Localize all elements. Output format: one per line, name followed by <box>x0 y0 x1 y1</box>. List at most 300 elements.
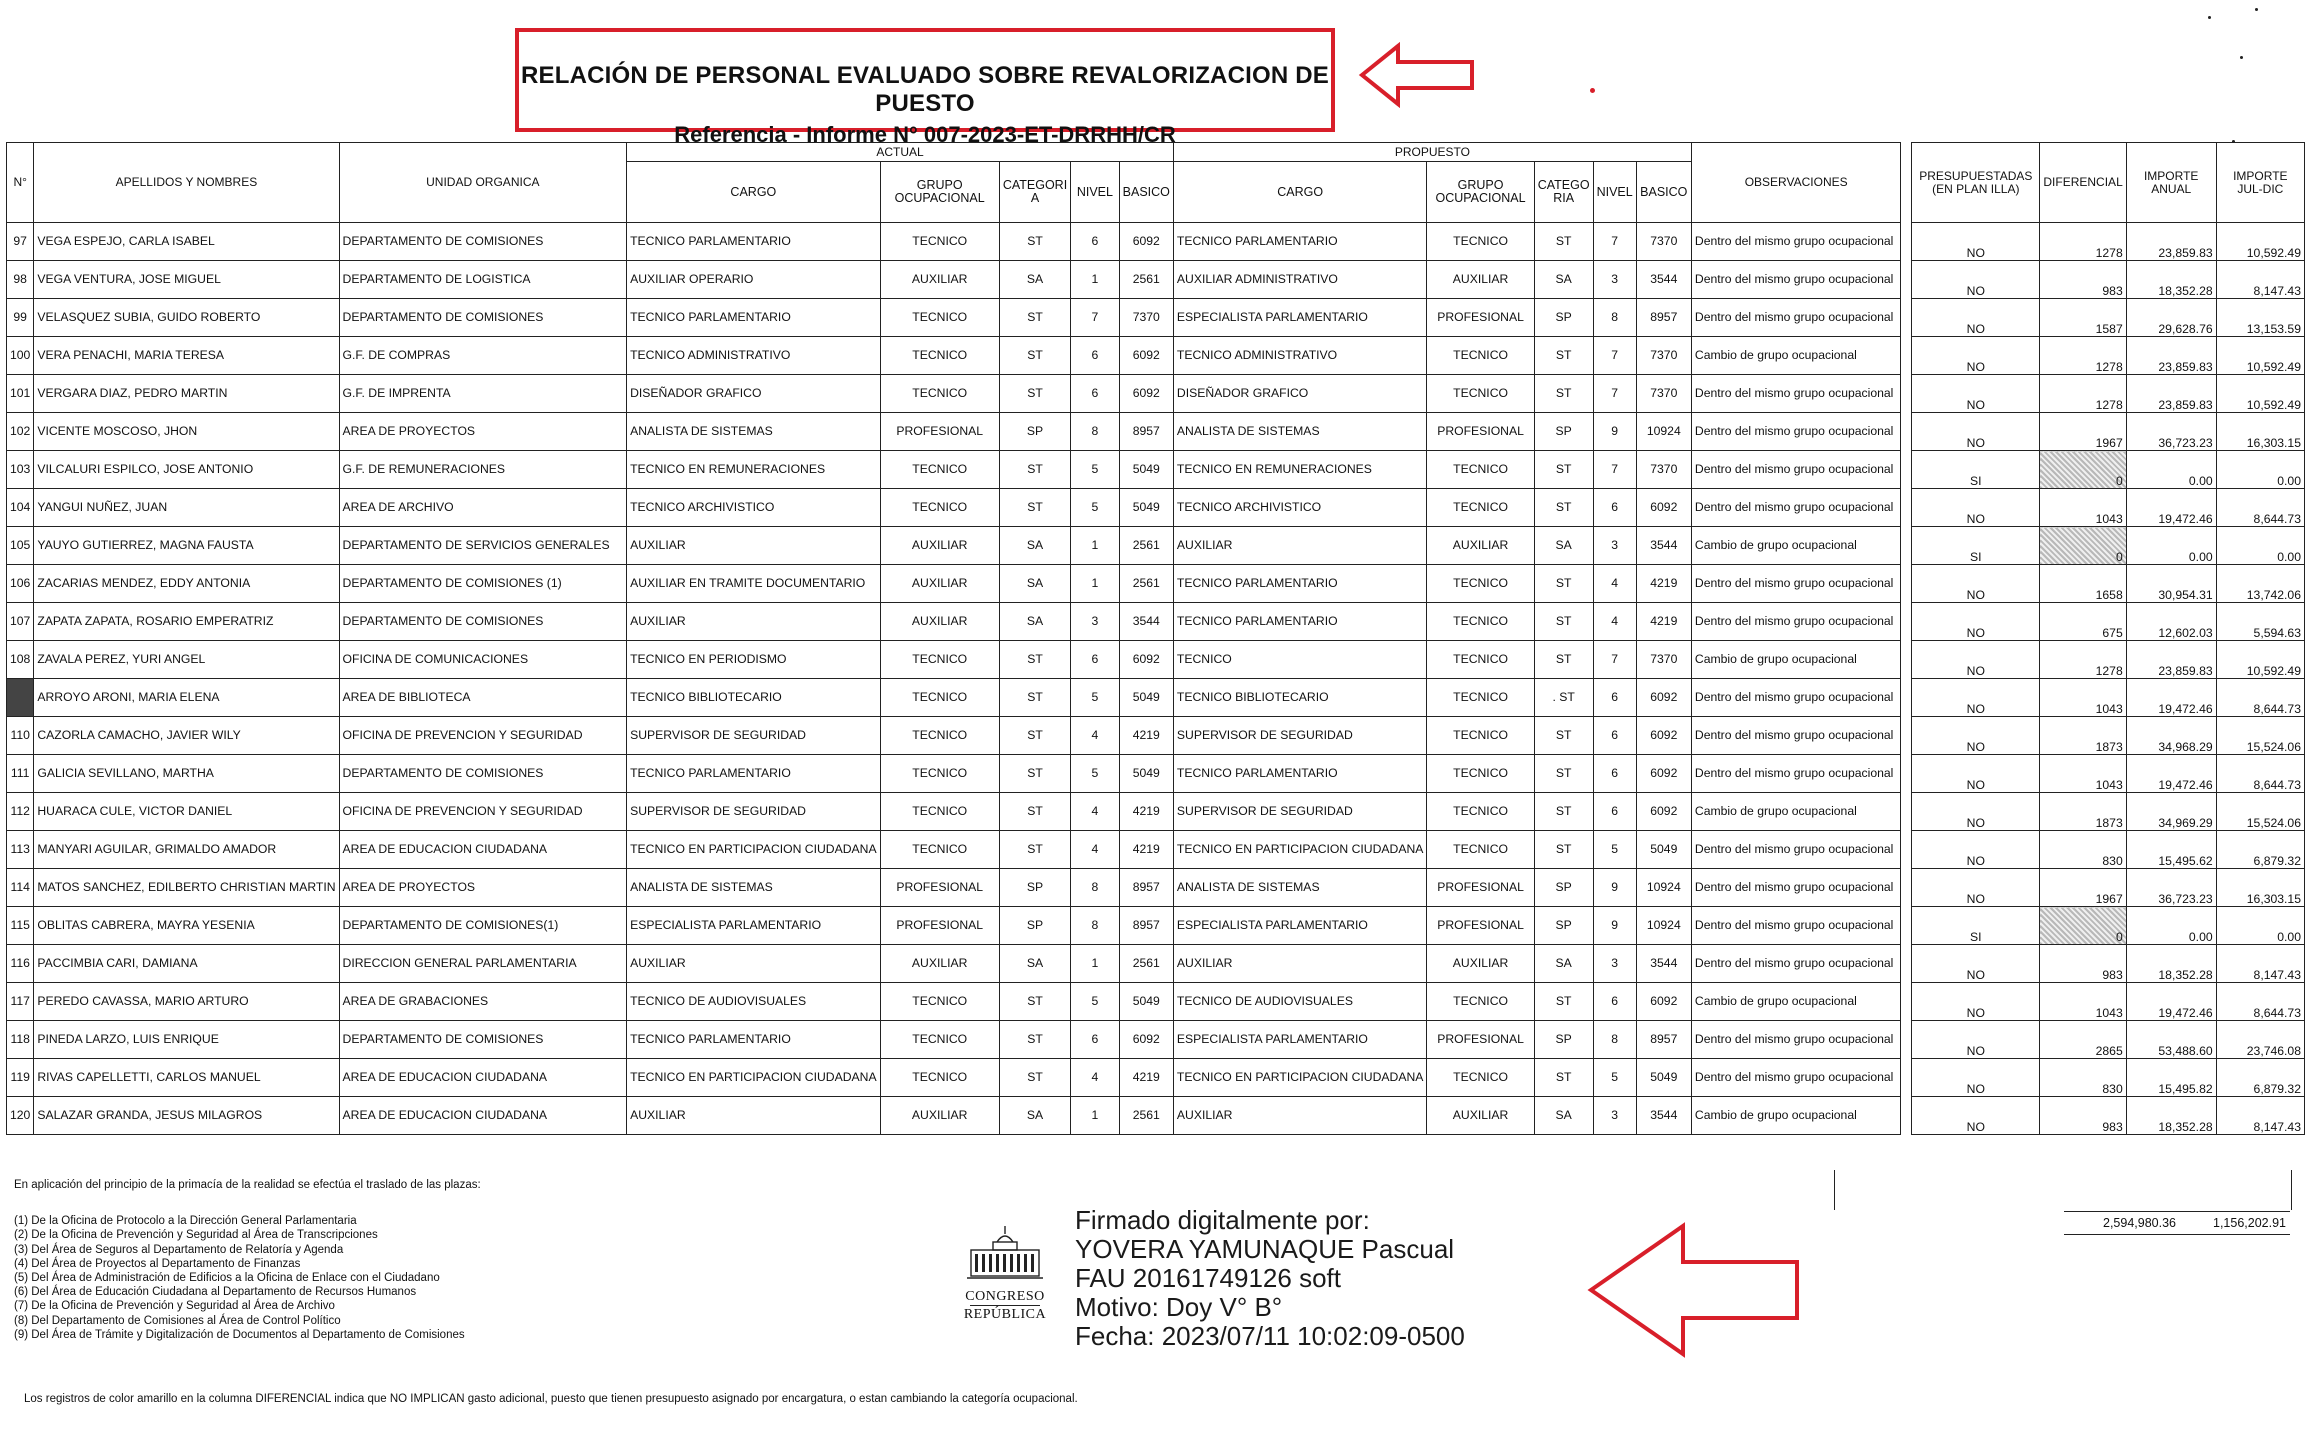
table-cell: NO <box>1912 945 2040 983</box>
table-cell: TECNICO PARLAMENTARIO <box>1173 755 1427 793</box>
table-cell: 6 <box>1593 793 1636 831</box>
table-cell: 983 <box>2040 945 2126 983</box>
table-row <box>7 641 2305 679</box>
table-row <box>7 907 2305 945</box>
table-cell: 4219 <box>1636 603 1691 641</box>
table-cell: AREA DE ARCHIVO <box>339 489 627 527</box>
table-row <box>7 565 2305 603</box>
table-cell: 4 <box>1071 717 1119 755</box>
table-cell: 1 <box>1071 945 1119 983</box>
table-cell: Cambio de grupo ocupacional <box>1691 527 1901 565</box>
table-cell: NO <box>1912 831 2040 869</box>
table-cell: 5049 <box>1119 451 1173 489</box>
footnote-list <box>14 1214 481 1342</box>
table-cell: AUXILIAR <box>627 603 881 641</box>
table-cell: ANALISTA DE SISTEMAS <box>627 869 881 907</box>
table-cell: TECNICO <box>1427 831 1534 869</box>
table-row <box>7 451 2305 489</box>
table-cell: ST <box>1534 603 1593 641</box>
table-cell: 16,303.15 <box>2216 413 2304 451</box>
table-cell: TECNICO ADMINISTRATIVO <box>627 337 881 375</box>
table-cell: 23,859.83 <box>2126 375 2216 413</box>
table-cell: 4219 <box>1119 1059 1173 1097</box>
spacer-cell <box>1901 489 1912 527</box>
spacer-cell <box>1901 603 1912 641</box>
table-cell: ST <box>1534 565 1593 603</box>
table-row <box>7 983 2305 1021</box>
table-cell: G.F. DE REMUNERACIONES <box>339 451 627 489</box>
table-cell: SP <box>1534 299 1593 337</box>
table-cell: Dentro del mismo grupo ocupacional <box>1691 869 1901 907</box>
table-cell: 6 <box>1071 223 1119 261</box>
table-cell: 8,644.73 <box>2216 755 2304 793</box>
table-cell: TECNICO <box>1427 717 1534 755</box>
table-cell: NO <box>1912 679 2040 717</box>
table-cell: AREA DE EDUCACION CIUDADANA <box>339 1097 627 1135</box>
table-cell: RIVAS CAPELLETTI, CARLOS MANUEL <box>34 1059 339 1097</box>
table-row <box>7 679 2305 717</box>
table-cell: AUXILIAR <box>1427 527 1534 565</box>
spacer-cell <box>1901 869 1912 907</box>
table-cell: 1873 <box>2040 717 2126 755</box>
table-cell: 7370 <box>1636 223 1691 261</box>
table-cell: 34,968.29 <box>2126 717 2216 755</box>
table-cell: 104 <box>7 489 34 527</box>
table-cell: ST <box>999 831 1070 869</box>
table-cell: TECNICO <box>880 793 999 831</box>
table-cell: PACCIMBIA CARI, DAMIANA <box>34 945 339 983</box>
table-cell: TECNICO PARLAMENTARIO <box>1173 603 1427 641</box>
table-cell: ST <box>1534 793 1593 831</box>
table-cell: ST <box>999 375 1070 413</box>
col-unidad: UNIDAD ORGANICA <box>339 143 627 223</box>
spacer-cell <box>1901 527 1912 565</box>
col-categoria-actual: CATEGORI A <box>999 162 1070 223</box>
table-cell: VICENTE MOSCOSO, JHON <box>34 413 339 451</box>
spacer-cell <box>1901 983 1912 1021</box>
table-cell: AUXILIAR EN TRAMITE DOCUMENTARIO <box>627 565 881 603</box>
table-cell: 10,592.49 <box>2216 223 2304 261</box>
table-cell: AUXILIAR <box>1173 527 1427 565</box>
table-cell: TECNICO BIBLIOTECARIO <box>1173 679 1427 717</box>
table-cell: NO <box>1912 1059 2040 1097</box>
table-cell: ST <box>999 679 1070 717</box>
table-cell: NO <box>1912 603 2040 641</box>
table-cell: 19,472.46 <box>2126 489 2216 527</box>
spacer <box>1901 143 1912 223</box>
table-row <box>7 831 2305 869</box>
table-cell: 0.00 <box>2216 907 2304 945</box>
table-cell: 10,592.49 <box>2216 375 2304 413</box>
table-cell: 9 <box>1593 869 1636 907</box>
table-cell: 105 <box>7 527 34 565</box>
table-cell: TECNICO PARLAMENTARIO <box>627 299 881 337</box>
table-cell: Dentro del mismo grupo ocupacional <box>1691 565 1901 603</box>
table-cell: 8 <box>1071 413 1119 451</box>
table-cell: 9 <box>1593 413 1636 451</box>
table-cell: 9 <box>1593 907 1636 945</box>
total-importe-anual: 2,594,980.36 <box>2103 1216 2176 1230</box>
table-cell: 30,954.31 <box>2126 565 2216 603</box>
table-row <box>7 945 2305 983</box>
table-cell: TECNICO EN PARTICIPACION CIUDADANA <box>627 831 881 869</box>
table-cell: TECNICO <box>880 299 999 337</box>
spacer-cell <box>1901 1097 1912 1135</box>
table-cell: Dentro del mismo grupo ocupacional <box>1691 489 1901 527</box>
table-cell: TECNICO <box>1427 1059 1534 1097</box>
table-cell: 3 <box>1071 603 1119 641</box>
table-cell: 7370 <box>1636 375 1691 413</box>
spacer-cell <box>1901 793 1912 831</box>
table-cell: 7370 <box>1636 641 1691 679</box>
table-cell: AREA DE EDUCACION CIUDADANA <box>339 1059 627 1097</box>
table-cell: 113 <box>7 831 34 869</box>
spacer-cell <box>1901 337 1912 375</box>
table-cell: TECNICO <box>880 375 999 413</box>
table-cell: PROFESIONAL <box>1427 299 1534 337</box>
table-cell: DEPARTAMENTO DE COMISIONES (1) <box>339 565 627 603</box>
table-cell: 23,859.83 <box>2126 337 2216 375</box>
table-cell: 13,153.59 <box>2216 299 2304 337</box>
table-cell: SA <box>999 1097 1070 1135</box>
table-cell: MANYARI AGUILAR, GRIMALDO AMADOR <box>34 831 339 869</box>
table-cell: 6 <box>1593 755 1636 793</box>
table-cell: AUXILIAR <box>627 1097 881 1135</box>
table-cell: TECNICO <box>1427 679 1534 717</box>
col-cargo-propuesto: CARGO <box>1173 162 1427 223</box>
table-cell: 1043 <box>2040 983 2126 1021</box>
col-importe-anual: IMPORTE ANUAL <box>2126 143 2216 223</box>
table-cell: 983 <box>2040 1097 2126 1135</box>
group-actual: ACTUAL <box>627 143 1174 162</box>
table-cell: PROFESIONAL <box>1427 907 1534 945</box>
table-cell: TECNICO ADMINISTRATIVO <box>1173 337 1427 375</box>
table-cell: TECNICO EN REMUNERACIONES <box>627 451 881 489</box>
spacer-cell <box>1901 717 1912 755</box>
table-cell: TECNICO EN PARTICIPACION CIUDADANA <box>627 1059 881 1097</box>
table-cell: 18,352.28 <box>2126 945 2216 983</box>
table-cell: 18,352.28 <box>2126 1097 2216 1135</box>
table-row <box>7 261 2305 299</box>
table-cell: 120 <box>7 1097 34 1135</box>
table-cell: PROFESIONAL <box>880 413 999 451</box>
spacer-cell <box>1901 299 1912 337</box>
table-cell: ESPECIALISTA PARLAMENTARIO <box>627 907 881 945</box>
table-cell: NO <box>1912 793 2040 831</box>
table-cell: 830 <box>2040 1059 2126 1097</box>
table-cell: ST <box>1534 831 1593 869</box>
table-cell: 8957 <box>1636 299 1691 337</box>
col-nivel-propuesto: NIVEL <box>1593 162 1636 223</box>
table-cell <box>7 679 34 717</box>
table-cell: SA <box>999 945 1070 983</box>
table-cell: AREA DE PROYECTOS <box>339 869 627 907</box>
table-cell: SP <box>999 907 1070 945</box>
table-cell: ZACARIAS MENDEZ, EDDY ANTONIA <box>34 565 339 603</box>
table-cell: TECNICO <box>1173 641 1427 679</box>
table-cell: 110 <box>7 717 34 755</box>
table-cell: 2561 <box>1119 1097 1173 1135</box>
table-cell: SA <box>1534 261 1593 299</box>
table-cell: 5 <box>1071 983 1119 1021</box>
table-cell: TECNICO <box>1427 337 1534 375</box>
table-cell: TECNICO <box>880 337 999 375</box>
table-cell: AUXILIAR <box>880 603 999 641</box>
table-cell: DEPARTAMENTO DE COMISIONES <box>339 223 627 261</box>
spacer-cell <box>1901 755 1912 793</box>
table-cell: DEPARTAMENTO DE COMISIONES <box>339 755 627 793</box>
table-cell: . ST <box>1534 679 1593 717</box>
table-cell: 6 <box>1071 337 1119 375</box>
table-cell: 8957 <box>1636 1021 1691 1059</box>
table-cell: NO <box>1912 1021 2040 1059</box>
table-cell: AREA DE GRABACIONES <box>339 983 627 1021</box>
table-cell: ZAPATA ZAPATA, ROSARIO EMPERATRIZ <box>34 603 339 641</box>
table-cell: TECNICO <box>1427 755 1534 793</box>
table-cell: NO <box>1912 261 2040 299</box>
table-cell: 5049 <box>1119 679 1173 717</box>
table-cell: 10924 <box>1636 907 1691 945</box>
table-cell: 3 <box>1593 945 1636 983</box>
table-cell: PROFESIONAL <box>880 869 999 907</box>
scan-speck <box>2208 16 2211 19</box>
table-cell: G.F. DE COMPRAS <box>339 337 627 375</box>
table-cell: 7 <box>1593 337 1636 375</box>
table-cell: 100 <box>7 337 34 375</box>
table-cell: AUXILIAR <box>627 527 881 565</box>
table-cell: 98 <box>7 261 34 299</box>
signature-line-3: FAU 20161749126 soft <box>1075 1263 1341 1293</box>
table-cell: 3 <box>1593 527 1636 565</box>
table-cell: 675 <box>2040 603 2126 641</box>
table-cell: 4 <box>1071 793 1119 831</box>
table-cell: VEGA VENTURA, JOSE MIGUEL <box>34 261 339 299</box>
table-cell: Cambio de grupo ocupacional <box>1691 641 1901 679</box>
table-cell: SUPERVISOR DE SEGURIDAD <box>1173 793 1427 831</box>
table-cell: 1043 <box>2040 489 2126 527</box>
table-cell: TECNICO PARLAMENTARIO <box>627 755 881 793</box>
col-nombres: APELLIDOS Y NOMBRES <box>34 143 339 223</box>
signature-line-2: YOVERA YAMUNAQUE Pascual <box>1075 1234 1455 1264</box>
table-cell: TECNICO <box>1427 223 1534 261</box>
table-row <box>7 869 2305 907</box>
table-cell: AREA DE PROYECTOS <box>339 413 627 451</box>
table-cell: Dentro del mismo grupo ocupacional <box>1691 299 1901 337</box>
table-cell: 10,592.49 <box>2216 337 2304 375</box>
table-cell: 1873 <box>2040 793 2126 831</box>
table-cell: DIRECCION GENERAL PARLAMENTARIA <box>339 945 627 983</box>
table-cell: AUXILIAR <box>1427 1097 1534 1135</box>
col-observaciones: OBSERVACIONES <box>1691 143 1901 223</box>
col-importe-juldic: IMPORTE JUL-DIC <box>2216 143 2304 223</box>
table-cell: Dentro del mismo grupo ocupacional <box>1691 261 1901 299</box>
table-cell: SA <box>999 565 1070 603</box>
table-cell: CAZORLA CAMACHO, JAVIER WILY <box>34 717 339 755</box>
col-grupo-propuesto: GRUPO OCUPACIONAL <box>1427 162 1534 223</box>
footnote-item: (2) De la Oficina de Prevención y Seguridad al Área de Transcripciones <box>14 1229 378 1242</box>
table-cell: ST <box>999 299 1070 337</box>
table-row <box>7 1021 2305 1059</box>
table-cell: Dentro del mismo grupo ocupacional <box>1691 1059 1901 1097</box>
scan-speck <box>2255 8 2258 11</box>
table-cell: TECNICO <box>880 489 999 527</box>
table-cell: 0 <box>2040 527 2126 565</box>
table-cell: SI <box>1912 451 2040 489</box>
table-cell: 7370 <box>1636 337 1691 375</box>
table-cell: YAUYO GUTIERREZ, MAGNA FAUSTA <box>34 527 339 565</box>
table-cell: TECNICO <box>880 717 999 755</box>
table-cell: 3 <box>1593 1097 1636 1135</box>
table-cell: Cambio de grupo ocupacional <box>1691 337 1901 375</box>
table-row <box>7 299 2305 337</box>
table-cell: TECNICO EN PARTICIPACION CIUDADANA <box>1173 1059 1427 1097</box>
table-cell: 15,495.82 <box>2126 1059 2216 1097</box>
footnotes-intro: En aplicación del principio de la primacía de la realidad se efectúa el traslado de las plazas: <box>14 1179 481 1191</box>
table-cell: 7 <box>1593 223 1636 261</box>
table-cell: ST <box>1534 337 1593 375</box>
table-cell: 112 <box>7 793 34 831</box>
table-row <box>7 375 2305 413</box>
table-cell: 23,859.83 <box>2126 641 2216 679</box>
totals-area-outline <box>1834 1170 2292 1210</box>
table-cell: Dentro del mismo grupo ocupacional <box>1691 831 1901 869</box>
table-cell: 3544 <box>1636 945 1691 983</box>
table-cell: 10924 <box>1636 869 1691 907</box>
table-cell: SA <box>1534 527 1593 565</box>
footnote-item: (1) De la Oficina de Protocolo a la Dirección General Parlamentaria <box>14 1215 357 1228</box>
table-cell: TECNICO <box>880 641 999 679</box>
table-cell: AUXILIAR <box>880 261 999 299</box>
table-cell: 107 <box>7 603 34 641</box>
table-cell: 118 <box>7 1021 34 1059</box>
table-cell: 19,472.46 <box>2126 679 2216 717</box>
table-cell: ZAVALA PEREZ, YURI ANGEL <box>34 641 339 679</box>
table-cell: 8,147.43 <box>2216 945 2304 983</box>
table-cell: 19,472.46 <box>2126 983 2216 1021</box>
table-cell: 0.00 <box>2126 907 2216 945</box>
table-cell: 4219 <box>1119 717 1173 755</box>
spacer-cell <box>1901 413 1912 451</box>
footnotes <box>14 1178 481 1342</box>
table-cell: TECNICO <box>880 679 999 717</box>
table-cell: 1043 <box>2040 679 2126 717</box>
table-cell: 1 <box>1071 527 1119 565</box>
table-cell: TECNICO DE AUDIOVISUALES <box>1173 983 1427 1021</box>
table-cell: SA <box>999 603 1070 641</box>
table-cell: 2561 <box>1119 261 1173 299</box>
footnote-item: (8) Del Departamento de Comisiones al Área de Control Político <box>14 1314 341 1327</box>
signature-line-5: Fecha: 2023/07/11 10:02:09-0500 <box>1075 1321 1465 1351</box>
table-cell: TECNICO <box>1427 375 1534 413</box>
col-diferencial: DIFERENCIAL <box>2040 143 2126 223</box>
table-cell: ANALISTA DE SISTEMAS <box>1173 413 1427 451</box>
table-cell: NO <box>1912 413 2040 451</box>
spacer-cell <box>1901 641 1912 679</box>
table-cell: 6,879.32 <box>2216 831 2304 869</box>
table-cell: NO <box>1912 755 2040 793</box>
table-cell: 2865 <box>2040 1021 2126 1059</box>
table-cell: 97 <box>7 223 34 261</box>
table-row <box>7 413 2305 451</box>
table-cell: 4 <box>1071 831 1119 869</box>
table-cell: Cambio de grupo ocupacional <box>1691 1097 1901 1135</box>
footnote-item: (4) Del Área de Proyectos al Departamento de Finanzas <box>14 1257 301 1270</box>
table-cell: PEREDO CAVASSA, MARIO ARTURO <box>34 983 339 1021</box>
table-cell: ST <box>1534 717 1593 755</box>
table-cell: SUPERVISOR DE SEGURIDAD <box>627 793 881 831</box>
signature-line-1: Firmado digitalmente por: <box>1075 1205 1370 1235</box>
table-cell: SP <box>999 413 1070 451</box>
scan-speck <box>2240 56 2243 59</box>
table-cell: 2561 <box>1119 565 1173 603</box>
table-row <box>7 717 2305 755</box>
table-cell: 4219 <box>1636 565 1691 603</box>
spacer-cell <box>1901 1021 1912 1059</box>
table-row <box>7 793 2305 831</box>
table-cell: 6 <box>1593 489 1636 527</box>
table-cell: Cambio de grupo ocupacional <box>1691 793 1901 831</box>
table-cell: TECNICO <box>1427 983 1534 1021</box>
table-cell: 34,969.29 <box>2126 793 2216 831</box>
table-cell: NO <box>1912 983 2040 1021</box>
table-cell: Dentro del mismo grupo ocupacional <box>1691 603 1901 641</box>
table-cell: 1 <box>1071 261 1119 299</box>
table-cell: 103 <box>7 451 34 489</box>
red-mark <box>1590 88 1595 93</box>
table-cell: 1 <box>1071 1097 1119 1135</box>
table-row <box>7 527 2305 565</box>
table-cell: NO <box>1912 1097 2040 1135</box>
table-cell: ST <box>999 1059 1070 1097</box>
table-cell: TECNICO ARCHIVISTICO <box>627 489 881 527</box>
table-cell: 6 <box>1593 679 1636 717</box>
table-row <box>7 337 2305 375</box>
table-cell: 6092 <box>1119 375 1173 413</box>
table-cell: ST <box>999 717 1070 755</box>
table-cell: ST <box>1534 641 1593 679</box>
table-cell: NO <box>1912 337 2040 375</box>
table-cell: TECNICO ARCHIVISTICO <box>1173 489 1427 527</box>
table-cell: ESPECIALISTA PARLAMENTARIO <box>1173 299 1427 337</box>
table-cell: DEPARTAMENTO DE SERVICIOS GENERALES <box>339 527 627 565</box>
table-cell: TECNICO <box>1427 565 1534 603</box>
totals-rule <box>2064 1211 2290 1235</box>
table-cell: SA <box>1534 1097 1593 1135</box>
table-cell: 36,723.23 <box>2126 413 2216 451</box>
table-cell: SP <box>1534 1021 1593 1059</box>
table-cell: OFICINA DE PREVENCION Y SEGURIDAD <box>339 717 627 755</box>
table-cell: 111 <box>7 755 34 793</box>
table-cell: TECNICO BIBLIOTECARIO <box>627 679 881 717</box>
table-cell: TECNICO EN PERIODISMO <box>627 641 881 679</box>
table-cell: PROFESIONAL <box>1427 1021 1534 1059</box>
table-cell: TECNICO <box>1427 603 1534 641</box>
table-cell: 983 <box>2040 261 2126 299</box>
spacer-cell <box>1901 679 1912 717</box>
total-importe-juldic: 1,156,202.91 <box>2213 1216 2286 1230</box>
table-cell: ST <box>999 755 1070 793</box>
footnote-item: (6) Del Área de Educación Ciudadana al Departamento de Recursos Humanos <box>14 1286 417 1299</box>
table-cell: SI <box>1912 527 2040 565</box>
table-cell: Dentro del mismo grupo ocupacional <box>1691 717 1901 755</box>
table-cell: TECNICO <box>1427 641 1534 679</box>
table-cell: 7370 <box>1119 299 1173 337</box>
table-row <box>7 1059 2305 1097</box>
table-cell: 5 <box>1071 679 1119 717</box>
table-cell: TECNICO <box>1427 793 1534 831</box>
seal-line-1: CONGRESO <box>965 1289 1045 1304</box>
table-cell: VELASQUEZ SUBIA, GUIDO ROBERTO <box>34 299 339 337</box>
